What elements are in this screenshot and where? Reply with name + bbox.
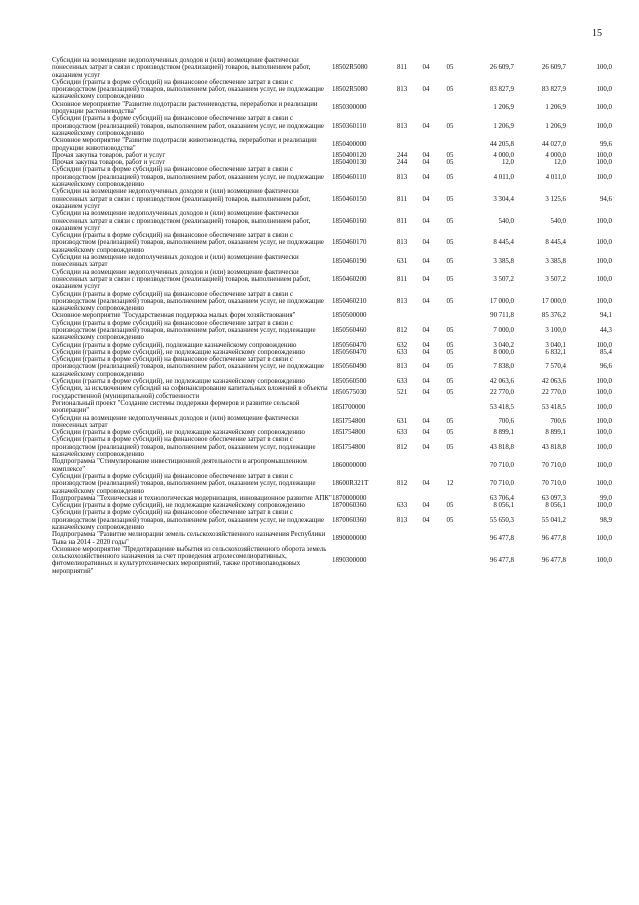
row-name: Субсидии (гранты в форме субсидий) на финансовое обеспечение затрат в связи с производством (реализацией) товаров, выполнением работ, оказанием услуг, не подлежащие казначейскому сопровождению — [52, 115, 324, 137]
row-actual-amount: 63 097,3 — [541, 494, 566, 502]
row-section: 04 — [422, 480, 430, 488]
row-execution-percent: 100,0 — [596, 104, 612, 112]
row-execution-percent: 99,6 — [599, 140, 612, 148]
row-execution-percent: 100,0 — [596, 151, 612, 159]
row-subsection: 05 — [446, 418, 454, 426]
table-row — [52, 531, 612, 546]
row-section: 04 — [422, 195, 430, 203]
table-row — [52, 349, 612, 356]
row-actual-amount: 8 899,1 — [545, 429, 566, 437]
row-subsection: 05 — [446, 443, 454, 451]
row-execution-percent: 98,9 — [599, 516, 612, 524]
row-section: 04 — [422, 151, 430, 159]
row-section: 04 — [422, 86, 430, 94]
row-execution-percent: 85,4 — [599, 348, 612, 356]
row-name: Субсидии (гранты в форме субсидий) на финансовое обеспечение затрат в связи с производством (реализацией) товаров, выполнением работ, оказанием услуг, не подлежащие казначейскому сопровождению — [52, 166, 324, 189]
row-target-code: 1850560470 — [332, 348, 367, 356]
row-subsection — [438, 458, 462, 473]
table-row — [52, 137, 612, 152]
row-target-code: 1850460200 — [332, 275, 367, 283]
row-expense-type — [390, 458, 414, 473]
row-section — [414, 495, 438, 502]
row-name: Субсидии (гранты в форме субсидий) на финансовое обеспечение затрат в связи с производством (реализацией) товаров, выполнением работ, оказанием услуг, не подлежащие казначейскому сопровождению — [52, 509, 324, 531]
row-execution-percent: 100,0 — [596, 86, 612, 94]
row-name: Субсидии (гранты в форме субсидий), не подлежащие казначейскому сопровождению — [52, 429, 305, 437]
row-section: 04 — [422, 173, 430, 181]
row-section: 04 — [422, 326, 430, 334]
row-actual-amount: 12,0 — [553, 159, 566, 167]
row-actual-amount: 22 770,0 — [541, 389, 566, 396]
row-execution-percent: 100,0 — [596, 159, 612, 167]
budget-table-body — [52, 57, 612, 575]
table-row — [52, 152, 612, 159]
row-subsection: 05 — [446, 378, 454, 386]
row-name: Прочая закупка товаров, работ и услуг — [52, 151, 166, 159]
row-expense-type: 813 — [396, 297, 408, 305]
row-execution-percent: 100,0 — [596, 122, 612, 130]
row-actual-amount: 3 100,0 — [545, 326, 566, 334]
row-planned-amount: 7 838,0 — [493, 363, 514, 371]
budget-table — [52, 57, 612, 575]
table-row — [52, 458, 612, 473]
row-section: 04 — [422, 257, 430, 265]
row-expense-type: 632 — [396, 341, 408, 349]
row-planned-amount: 90 711,8 — [490, 312, 514, 320]
row-section: 04 — [422, 389, 430, 396]
row-actual-amount: 44 027,0 — [541, 140, 566, 148]
row-name: Подпрограмма "Развитие мелиорации земель сельскохозяйственного назначения Республики Тыва на 2014 - 2020 годы" — [52, 531, 326, 546]
row-subsection: 12 — [446, 480, 454, 488]
row-name: Субсидии (гранты в форме субсидий), не подлежащие казначейскому сопровождению — [52, 502, 305, 510]
row-expense-type: 812 — [396, 480, 408, 488]
row-execution-percent: 94,1 — [599, 312, 612, 320]
row-section: 04 — [422, 443, 430, 451]
row-subsection — [438, 495, 462, 502]
row-actual-amount: 17 000,0 — [541, 297, 566, 305]
table-row — [52, 232, 612, 254]
row-planned-amount: 1 206,9 — [493, 122, 514, 130]
row-expense-type: 631 — [396, 418, 408, 426]
row-subsection: 05 — [446, 348, 454, 356]
row-execution-percent: 100,0 — [596, 239, 612, 247]
row-section: 04 — [422, 341, 430, 349]
row-subsection: 05 — [446, 64, 454, 72]
table-row — [52, 210, 612, 232]
table-row — [52, 473, 612, 495]
table-row — [52, 509, 612, 531]
row-actual-amount: 26 609,7 — [541, 64, 566, 72]
row-target-code: 1870000000 — [332, 494, 367, 502]
row-execution-percent: 99,0 — [599, 494, 612, 502]
row-expense-type: 811 — [396, 275, 408, 283]
row-target-code: 1890300000 — [332, 556, 367, 564]
row-expense-type: 813 — [396, 239, 408, 247]
row-expense-type: 812 — [396, 326, 408, 334]
row-name: Прочая закупка товаров, работ и услуг — [52, 159, 166, 167]
row-expense-type — [390, 495, 414, 502]
row-execution-percent: 100,0 — [596, 275, 612, 283]
row-execution-percent: 100,0 — [596, 64, 612, 72]
row-subsection: 05 — [446, 326, 454, 334]
table-row — [52, 269, 612, 291]
row-expense-type — [390, 400, 414, 415]
table-row — [52, 400, 612, 415]
row-expense-type — [390, 137, 414, 152]
row-actual-amount: 53 418,5 — [541, 403, 566, 411]
row-expense-type: 633 — [396, 502, 408, 510]
row-target-code: 185I700000 — [332, 403, 366, 411]
table-row — [52, 436, 612, 458]
row-execution-percent: 100,0 — [596, 502, 612, 510]
row-name: Субсидии (гранты в форме субсидий) на финансовое обеспечение затрат в связи с производством (реализацией) товаров, выполнением работ, оказанием услуг, не подлежащие казначейскому сопровождению — [52, 78, 324, 101]
row-actual-amount: 42 063,6 — [541, 378, 566, 386]
row-expense-type: 811 — [396, 195, 408, 203]
row-subsection — [438, 312, 462, 319]
row-section: 04 — [422, 363, 430, 371]
table-row — [52, 57, 612, 79]
row-target-code: 1850460210 — [332, 297, 367, 305]
row-name: Субсидии (гранты в форме субсидий) на финансовое обеспечение затрат в связи с производством (реализацией) товаров, выполнением работ, оказанием услуг, не подлежащие казначейскому сопровождению — [52, 356, 324, 378]
row-name: Субсидии (гранты в форме субсидий), не подлежащие казначейскому сопровождению — [52, 348, 305, 356]
row-section: 04 — [422, 378, 430, 386]
row-target-code: 1850560490 — [332, 363, 367, 371]
row-expense-type: 811 — [396, 64, 408, 72]
row-section: 04 — [422, 239, 430, 247]
row-section: 04 — [422, 64, 430, 72]
row-section — [414, 137, 438, 152]
row-target-code: 1890000000 — [332, 534, 367, 542]
row-name: Субсидии (гранты в форме субсидий), подлежащие казначейскому сопровождению — [52, 341, 297, 349]
table-row — [52, 320, 612, 342]
row-actual-amount: 6 832,1 — [545, 348, 566, 356]
row-subsection: 05 — [446, 516, 454, 524]
row-actual-amount: 70 710,0 — [541, 461, 566, 469]
row-section — [414, 458, 438, 473]
row-target-code: 1850360110 — [332, 122, 367, 130]
row-expense-type: 631 — [396, 257, 408, 265]
row-name: Субсидии (гранты в форме субсидий) на финансовое обеспечение затрат в связи с производством (реализацией) товаров, выполнением работ, оказанием услуг, подлежащие казначейскому сопровождению — [52, 436, 316, 459]
row-planned-amount: 26 609,7 — [489, 64, 514, 72]
row-name: Основное мероприятие "Предотвращение выбытия из сельскохозяйственного оборота земель сельскохозяйственного назначения за счет проведения агролесомелиоративных, фитомелиоративных и культуртехнических мероприятий, также противопаводковых мероприятий" — [52, 545, 327, 575]
row-planned-amount: 70 710,0 — [489, 461, 514, 469]
row-execution-percent: 100,0 — [596, 341, 612, 349]
table-row — [52, 159, 612, 166]
row-subsection: 05 — [446, 502, 454, 510]
row-target-code: 1850500000 — [332, 312, 367, 320]
table-row — [52, 356, 612, 378]
row-execution-percent: 44,3 — [599, 326, 612, 334]
row-expense-type: 813 — [396, 516, 408, 524]
row-section — [414, 531, 438, 546]
row-planned-amount: 7 000,0 — [493, 326, 514, 334]
row-expense-type — [390, 312, 414, 319]
row-execution-percent: 100,0 — [596, 443, 612, 451]
row-execution-percent: 100,0 — [596, 173, 612, 181]
row-actual-amount: 96 477,8 — [541, 534, 566, 542]
row-target-code: 1850460150 — [332, 195, 367, 203]
row-planned-amount: 8 056,1 — [493, 502, 514, 510]
row-name: Основное мероприятие "Государственная поддержка малых форм хозяйствования" — [52, 312, 296, 320]
row-planned-amount: 12,0 — [501, 159, 514, 167]
row-expense-type: 813 — [396, 122, 408, 130]
row-name: Субсидии (гранты в форме субсидий), не подлежащие казначейскому сопровождению — [52, 378, 305, 386]
row-execution-percent: 96,6 — [599, 363, 612, 371]
row-target-code: 1870060360 — [332, 516, 367, 524]
row-subsection: 05 — [446, 159, 454, 167]
row-actual-amount: 43 818,8 — [541, 443, 566, 451]
row-actual-amount: 3 040,1 — [545, 341, 566, 349]
row-target-code: 1850460190 — [332, 257, 367, 265]
row-actual-amount: 3 507,2 — [545, 275, 566, 283]
row-actual-amount: 83 827,9 — [541, 86, 566, 94]
row-actual-amount: 3 125,6 — [545, 195, 566, 203]
row-name: Подпрограмма "Стимулирование инвестиционной деятельности в агропромышленном комплексе" — [52, 458, 307, 473]
row-name: Субсидии на возмещение недополученных доходов и (или) возмещение фактически понесенных затрат в связи с производством (реализацией) товаров, выполнением работ, оказанием услуг — [52, 188, 311, 210]
row-subsection: 05 — [446, 122, 454, 130]
row-section: 04 — [422, 348, 430, 356]
table-row — [52, 342, 612, 349]
row-planned-amount: 8 445,4 — [493, 239, 514, 247]
row-planned-amount: 3 040,2 — [493, 341, 514, 349]
row-section: 04 — [422, 159, 430, 167]
row-execution-percent: 100,0 — [596, 217, 612, 225]
row-target-code: 1850400130 — [332, 159, 367, 167]
table-row — [52, 429, 612, 436]
row-section — [414, 400, 438, 415]
row-subsection — [438, 101, 462, 116]
row-subsection: 05 — [446, 341, 454, 349]
row-expense-type — [390, 546, 414, 575]
row-execution-percent: 100,0 — [596, 257, 612, 265]
row-planned-amount: 4 011,0 — [493, 173, 514, 181]
row-actual-amount: 96 477,8 — [541, 556, 566, 564]
row-section — [414, 546, 438, 575]
table-row — [52, 378, 612, 385]
row-subsection — [438, 400, 462, 415]
row-expense-type — [390, 101, 414, 116]
row-planned-amount: 17 000,0 — [489, 297, 514, 305]
row-planned-amount: 3 507,2 — [493, 275, 514, 283]
row-execution-percent: 100,0 — [596, 556, 612, 564]
row-section — [414, 312, 438, 319]
row-planned-amount: 8 899,1 — [493, 429, 514, 437]
row-name: Субсидии на возмещение недополученных доходов и (или) возмещение фактически понесенных затрат — [52, 414, 299, 429]
row-subsection: 05 — [446, 257, 454, 265]
row-section: 04 — [422, 275, 430, 283]
row-name: Субсидии (гранты в форме субсидий) на финансовое обеспечение затрат в связи с производством (реализацией) товаров, выполнением работ, оказанием услуг, подлежащие казначейскому сопровождению — [52, 319, 316, 342]
row-planned-amount: 96 477,8 — [489, 556, 514, 564]
row-expense-type: 813 — [396, 173, 408, 181]
table-row — [52, 291, 612, 313]
row-subsection: 05 — [446, 275, 454, 283]
row-target-code: 18502R5080 — [332, 86, 368, 94]
row-planned-amount: 8 000,0 — [493, 348, 514, 356]
row-name: Субсидии (гранты в форме субсидий) на финансовое обеспечение затрат в связи с производством (реализацией) товаров, выполнением работ, оказанием услуг, не подлежащие казначейскому сопровождению — [52, 290, 324, 313]
table-row — [52, 79, 612, 101]
row-execution-percent: 100,0 — [596, 480, 612, 488]
row-section: 04 — [422, 418, 430, 426]
row-expense-type: 813 — [396, 363, 408, 371]
row-target-code: 1850460160 — [332, 217, 367, 225]
row-target-code: 18600R321T — [332, 480, 369, 488]
row-planned-amount: 22 770,0 — [489, 389, 514, 396]
row-planned-amount: 3 385,8 — [493, 257, 514, 265]
row-execution-percent: 100,0 — [596, 403, 612, 411]
row-planned-amount: 42 063,6 — [489, 378, 514, 386]
row-planned-amount: 4 000,0 — [493, 151, 514, 159]
row-name: Субсидии на возмещение недополученных доходов и (или) возмещение фактически понесенных затрат — [52, 254, 299, 269]
row-planned-amount: 1 206,9 — [493, 104, 514, 112]
row-execution-percent: 100,0 — [596, 297, 612, 305]
table-row — [52, 166, 612, 188]
row-actual-amount: 70 710,0 — [541, 480, 566, 488]
row-planned-amount: 3 304,4 — [493, 195, 514, 203]
table-row — [52, 495, 612, 502]
table-row — [52, 254, 612, 269]
row-target-code: 1850460170 — [332, 239, 367, 247]
row-name: Основное мероприятие "Развитие подотрасли животноводства, переработки и реализации продукции животноводства" — [52, 137, 317, 152]
row-planned-amount: 63 706,4 — [489, 494, 514, 502]
row-target-code: 1850400120 — [332, 151, 367, 159]
row-name: Региональный проект "Создание системы поддержки фермеров и развитие сельской кооперации" — [52, 399, 300, 415]
row-expense-type: 633 — [396, 378, 408, 386]
row-expense-type — [390, 531, 414, 546]
row-actual-amount: 540,0 — [550, 217, 566, 225]
row-subsection: 05 — [446, 239, 454, 247]
row-planned-amount: 53 418,5 — [489, 403, 514, 411]
row-target-code: 1870060360 — [332, 502, 367, 510]
row-section: 04 — [422, 217, 430, 225]
table-row — [52, 385, 612, 400]
row-actual-amount: 85 376,2 — [541, 312, 566, 320]
row-expense-type: 633 — [396, 429, 408, 437]
table-row — [52, 502, 612, 509]
table-row — [52, 188, 612, 210]
row-subsection: 05 — [446, 86, 454, 94]
table-row — [52, 312, 612, 319]
row-target-code: 1860000000 — [332, 461, 367, 469]
row-planned-amount: 44 205,8 — [489, 140, 514, 148]
row-planned-amount: 540,0 — [498, 217, 514, 225]
row-expense-type: 244 — [396, 151, 408, 159]
row-actual-amount: 1 206,9 — [545, 104, 566, 112]
row-planned-amount: 96 477,8 — [489, 534, 514, 542]
row-section: 04 — [422, 516, 430, 524]
row-subsection: 05 — [446, 151, 454, 159]
row-execution-percent: 100,0 — [596, 378, 612, 386]
row-target-code: 1850560500 — [332, 378, 367, 386]
row-expense-type: 244 — [396, 159, 408, 167]
row-name: Субсидии (гранты в форме субсидий) на финансовое обеспечение затрат в связи с производством (реализацией) товаров, выполнением работ, оказанием услуг, подлежащие казначейскому сопровождению — [52, 472, 316, 495]
row-subsection — [438, 546, 462, 575]
row-subsection: 05 — [446, 297, 454, 305]
row-section: 04 — [422, 297, 430, 305]
row-section: 04 — [422, 122, 430, 130]
row-expense-type: 811 — [396, 217, 408, 225]
row-expense-type: 812 — [396, 443, 408, 451]
row-name: Субсидии на возмещение недополученных доходов и (или) возмещение фактически понесенных затрат в связи с производством (реализацией) товаров, выполнением работ, оказанием услуг — [52, 268, 311, 291]
row-section: 04 — [422, 429, 430, 437]
table-row — [52, 546, 612, 575]
row-planned-amount: 55 650,3 — [489, 516, 514, 524]
row-target-code: 185I754800 — [332, 443, 366, 451]
row-name: Субсидии на возмещение недополученных доходов и (или) возмещение фактически понесенных затрат в связи с производством (реализацией) товаров, выполнением работ, оказанием услуг — [52, 210, 311, 232]
row-target-code: 185I754800 — [332, 429, 366, 437]
row-expense-type: 521 — [396, 389, 408, 396]
row-actual-amount: 3 385,8 — [545, 257, 566, 265]
row-target-code: 185I754800 — [332, 418, 366, 426]
row-name: Субсидии (гранты в форме субсидий) на финансовое обеспечение затрат в связи с производством (реализацией) товаров, выполнением работ, оказанием услуг, не подлежащие казначейскому сопровождению — [52, 232, 324, 254]
row-subsection: 05 — [446, 217, 454, 225]
row-actual-amount: 4 011,0 — [545, 173, 566, 181]
row-planned-amount: 83 827,9 — [489, 86, 514, 94]
row-planned-amount: 70 710,0 — [489, 480, 514, 488]
row-name: Основное мероприятие "Развитие подотрасли растениеводства, переработки и реализации продукции растениеводства" — [52, 100, 318, 116]
row-planned-amount: 43 818,8 — [489, 443, 514, 451]
row-target-code: 1850300000 — [332, 104, 367, 112]
row-subsection: 05 — [446, 429, 454, 437]
row-expense-type: 813 — [396, 86, 408, 94]
page-number: 15 — [592, 28, 602, 39]
row-execution-percent: 100,0 — [596, 461, 612, 469]
table-row — [52, 115, 612, 137]
row-name: Подпрограмма "Техническая и технологическая модернизация, инновационное развитие АПК" — [52, 494, 332, 502]
row-target-code: 1850560470 — [332, 341, 367, 349]
row-execution-percent: 100,0 — [596, 418, 612, 426]
row-name: Субсидии, за исключением субсидий на софинансирование капитальных вложений в объекты государственной (муниципальной) собственности — [52, 385, 328, 400]
row-execution-percent: 100,0 — [596, 534, 612, 542]
row-actual-amount: 8 445,4 — [545, 239, 566, 247]
row-target-code: 1850575030 — [332, 389, 367, 396]
table-row — [52, 101, 612, 116]
row-subsection: 05 — [446, 195, 454, 203]
table-row — [52, 415, 612, 430]
row-actual-amount: 4 000,0 — [545, 151, 566, 159]
row-section — [414, 101, 438, 116]
row-target-code: 1850460110 — [332, 173, 367, 181]
row-target-code: 18502R5080 — [332, 64, 368, 72]
row-actual-amount: 1 206,9 — [545, 122, 566, 130]
row-subsection — [438, 137, 462, 152]
row-name: Субсидии на возмещение недополученных доходов и (или) возмещение фактически понесенных затрат в связи с производством (реализацией) товаров, выполнением работ, оказанием услуг — [52, 57, 311, 79]
row-planned-amount: 700,6 — [498, 418, 514, 426]
row-execution-percent: 94,6 — [599, 195, 612, 203]
row-subsection — [438, 531, 462, 546]
row-target-code: 1850400000 — [332, 140, 367, 148]
row-actual-amount: 7 570,4 — [545, 363, 566, 371]
row-subsection: 05 — [446, 363, 454, 371]
row-subsection: 05 — [446, 389, 454, 396]
row-actual-amount: 8 056,1 — [545, 502, 566, 510]
row-actual-amount: 700,6 — [550, 418, 566, 426]
row-expense-type: 633 — [396, 348, 408, 356]
row-actual-amount: 55 041,2 — [541, 516, 566, 524]
row-execution-percent: 100,0 — [596, 389, 612, 396]
row-subsection: 05 — [446, 173, 454, 181]
row-section: 04 — [422, 502, 430, 510]
row-target-code: 1850560460 — [332, 326, 367, 334]
row-execution-percent: 100,0 — [596, 429, 612, 437]
